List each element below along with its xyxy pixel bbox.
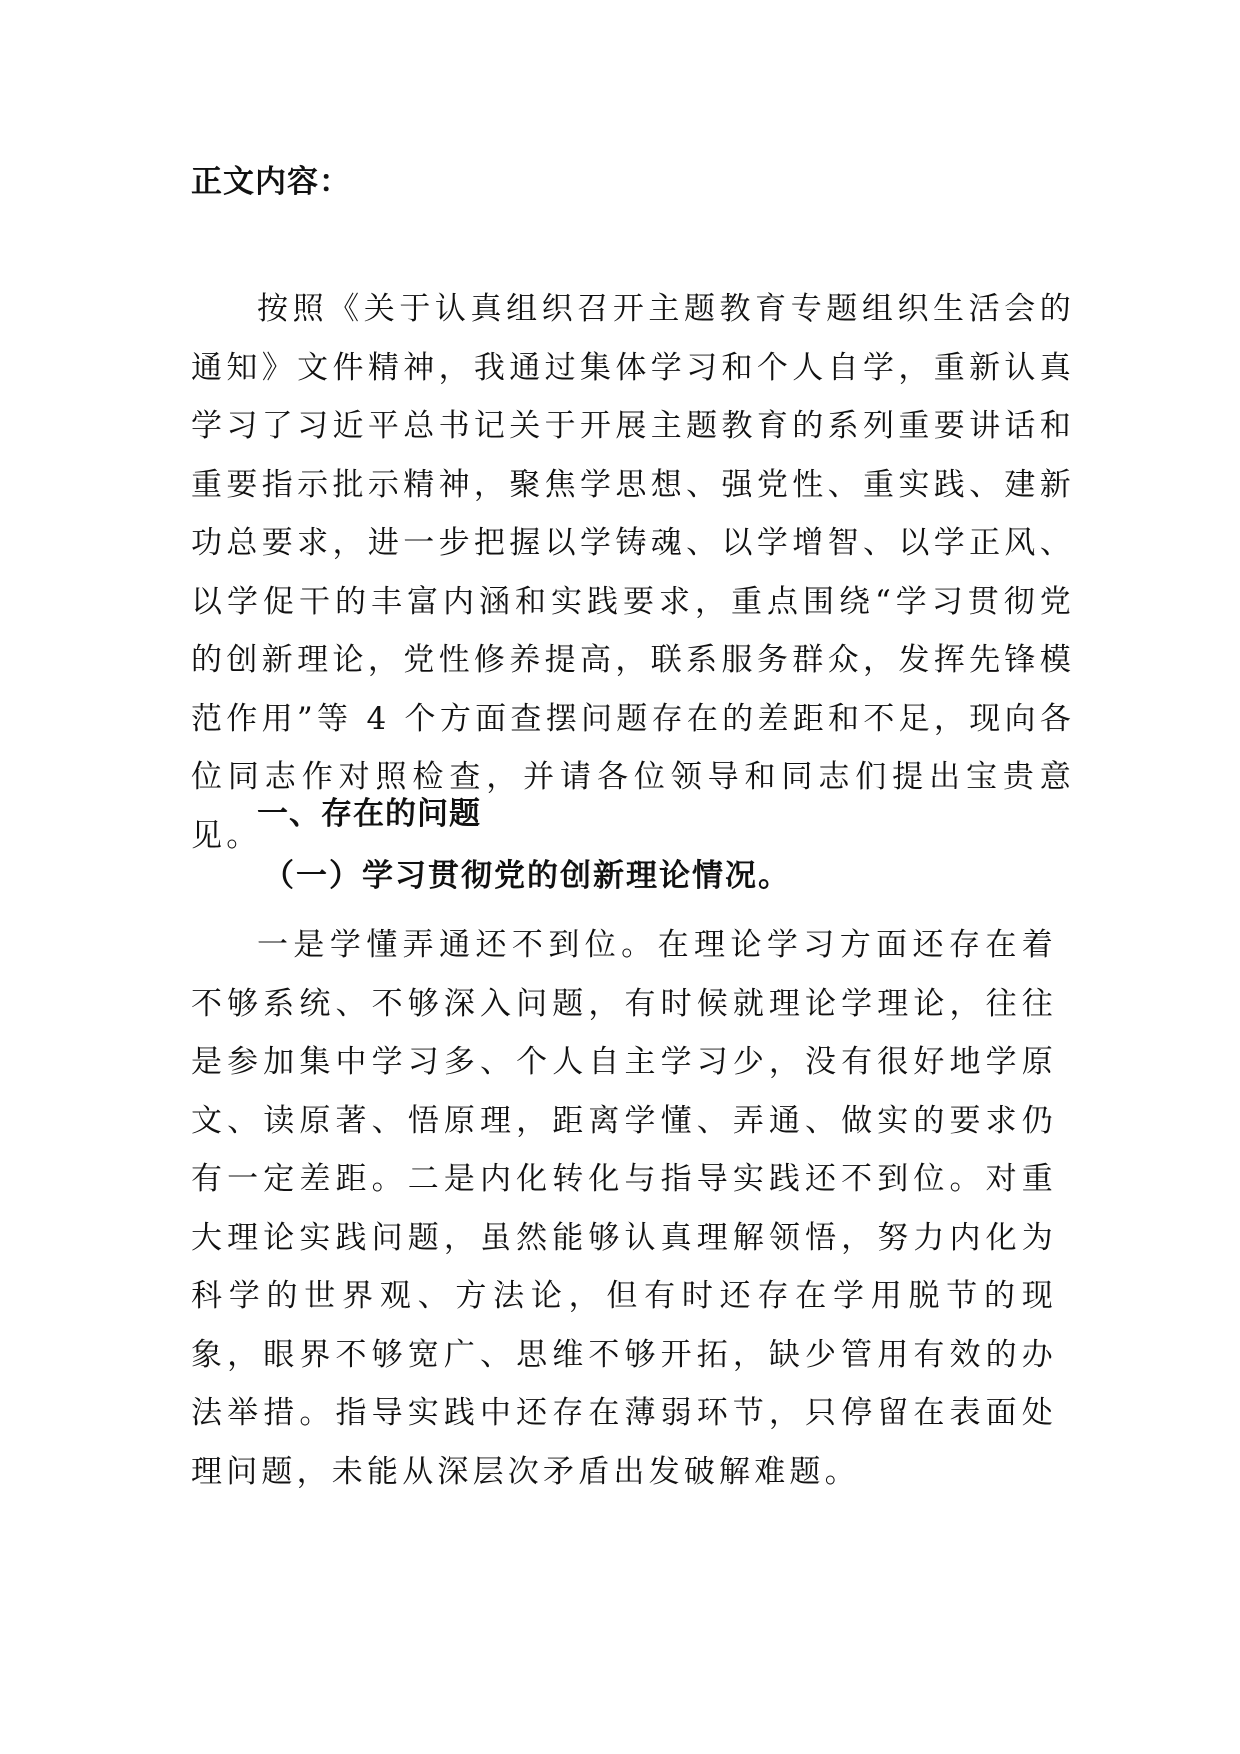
subsection-title-theory-study: （一）学习贯彻党的创新理论情况。 (263, 858, 791, 894)
intro-paragraph: 按照《关于认真组织召开主题教育专题组织生活会的通知》文件精神，我通过集体学习和个人自学，重新认真学习了习近平总书记关于开展主题教育的系列重要讲话和重要指示批示精神，聚焦学思想、强党性、重实践、建新功总要求，进一步把握以学铸魂、以学增智、以学正风、以学促干的丰富内涵和实践要求，重点围绕“学习贯彻党的创新理论，党性修养提高，联系服务群众，发挥先锋模范作用”等 4 个方面查摆问题存在的差距和不足，现向各位同志作对照检查，并请各位领导和同志们提出宝贵意见。 (191, 291, 1075, 854)
section-title-problems: 一、存在的问题 (257, 796, 481, 832)
document-heading: 正文内容： (191, 164, 351, 200)
subsection-paragraph: 一是学懂弄通还不到位。在理论学习方面还存在着不够系统、不够深入问题，有时候就理论学理论，往往是参加集中学习多、个人自主学习少，没有很好地学原文、读原著、悟原理，距离学懂、弄通、做实的要求仍有一定差距。二是内化转化与指导实践还不到位。对重大理论实践问题，虽然能够认真理解领悟，努力内化为科学的世界观、方法论，但有时还存在学用脱节的现象，眼界不够宽广、思维不够开拓，缺少管用有效的办法举措。指导实践中还存在薄弱环节，只停留在表面处理问题，未能从深层次矛盾出发破解难题。 (191, 927, 1057, 1490)
